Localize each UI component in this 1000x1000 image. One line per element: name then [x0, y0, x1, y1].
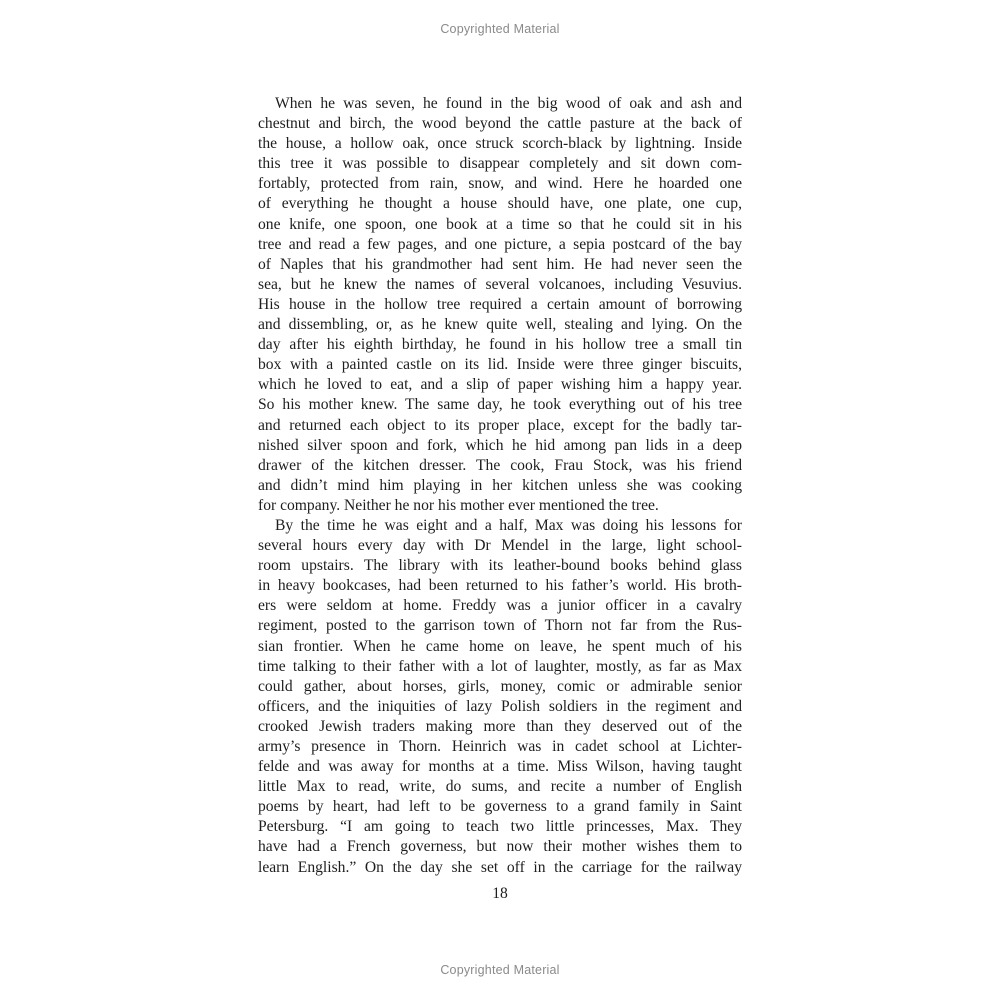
text-line: time talking to their father with a lot of laughter, mostly, as far as Max: [258, 657, 742, 675]
text-line: regiment, posted to the garrison town of Thorn not far from the Rus-: [258, 617, 742, 635]
text-line: of Naples that his grandmother had sent him. He had never seen the: [258, 255, 742, 273]
text-line: sea, but he knew the names of several volcanoes, including Vesuvius.: [258, 275, 742, 293]
text-line: ers were seldom at home. Freddy was a junior officer in a cavalry: [258, 597, 742, 615]
paragraph-2: [258, 516, 742, 878]
text-line: and dissembling, or, as he knew quite well, stealing and lying. On the: [258, 316, 742, 334]
text-line: which he loved to eat, and a slip of paper wishing him a happy year.: [258, 376, 742, 394]
text-line: poems by heart, had left to be governess to a grand family in Saint: [258, 798, 742, 816]
text-line: army’s presence in Thorn. Heinrich was in cadet school at Lichter-: [258, 738, 742, 755]
text-line: sian frontier. When he came home on leave, he spent much of his: [258, 637, 742, 655]
text-line: this tree it was possible to disappear completely and sit down com-: [258, 155, 742, 173]
text-line: felde and was away for months at a time. Miss Wilson, having taught: [258, 758, 742, 776]
text-line: tree and read a few pages, and one picture, a sepia postcard of the bay: [258, 235, 742, 253]
text-line: several hours every day with Dr Mendel in the large, light school-: [258, 537, 742, 555]
text-line: His house in the hollow tree required a certain amount of borrowing: [258, 295, 742, 313]
text-line: in heavy bookcases, had been returned to his father’s world. His broth-: [258, 577, 742, 595]
page-number: 18: [492, 885, 508, 902]
text-line: So his mother knew. The same day, he took everything out of his tree: [258, 396, 742, 414]
text-line: one knife, one spoon, one book at a time so that he could sit in his: [258, 215, 742, 233]
text-line: officers, and the iniquities of lazy Polish soldiers in the regiment and: [258, 697, 742, 715]
body-text: [258, 94, 742, 878]
text-line: fortably, protected from rain, snow, and wind. Here he hoarded one: [258, 175, 742, 193]
text-line: nished silver spoon and fork, which he hid among pan lids in a deep: [258, 436, 742, 454]
text-line: box with a painted castle on its lid. Inside were three ginger biscuits,: [258, 356, 742, 374]
text-line: have had a French governess, but now their mother wishes them to: [258, 838, 742, 856]
text-line: room upstairs. The library with its leather-bound books behind glass: [258, 557, 742, 575]
text-line: learn English.” On the day she set off in the carriage for the railway: [258, 858, 742, 876]
copyright-watermark-top: Copyrighted Material: [440, 22, 560, 36]
text-line: and didn’t mind him playing in her kitchen unless she was cooking: [258, 476, 742, 494]
paragraph-1: [258, 94, 742, 516]
text-line: When he was seven, he found in the big wood of oak and ash and: [275, 95, 742, 112]
text-line: could gather, about horses, girls, money, comic or admirable senior: [258, 677, 742, 695]
text-line: Petersburg. “I am going to teach two little princesses, Max. They: [258, 818, 742, 836]
text-line: the house, a hollow oak, once struck scorch-black by lightning. Inside: [258, 135, 742, 153]
text-line: for company. Neither he nor his mother ever mentioned the tree.: [258, 496, 659, 514]
text-line: day after his eighth birthday, he found in his hollow tree a small tin: [258, 336, 742, 354]
text-line: crooked Jewish traders making more than they deserved out of the: [258, 717, 742, 735]
text-line: chestnut and birch, the wood beyond the cattle pasture at the back of: [258, 115, 742, 133]
text-line: and returned each object to its proper place, except for the badly tar-: [258, 416, 742, 434]
text-line: drawer of the kitchen dresser. The cook, Frau Stock, was his friend: [258, 456, 742, 474]
text-line: little Max to read, write, do sums, and recite a number of English: [258, 778, 742, 796]
text-line: of everything he thought a house should have, one plate, one cup,: [258, 195, 742, 213]
copyright-watermark-bottom: Copyrighted Material: [440, 963, 560, 977]
text-line: By the time he was eight and a half, Max was doing his lessons for: [275, 516, 742, 534]
